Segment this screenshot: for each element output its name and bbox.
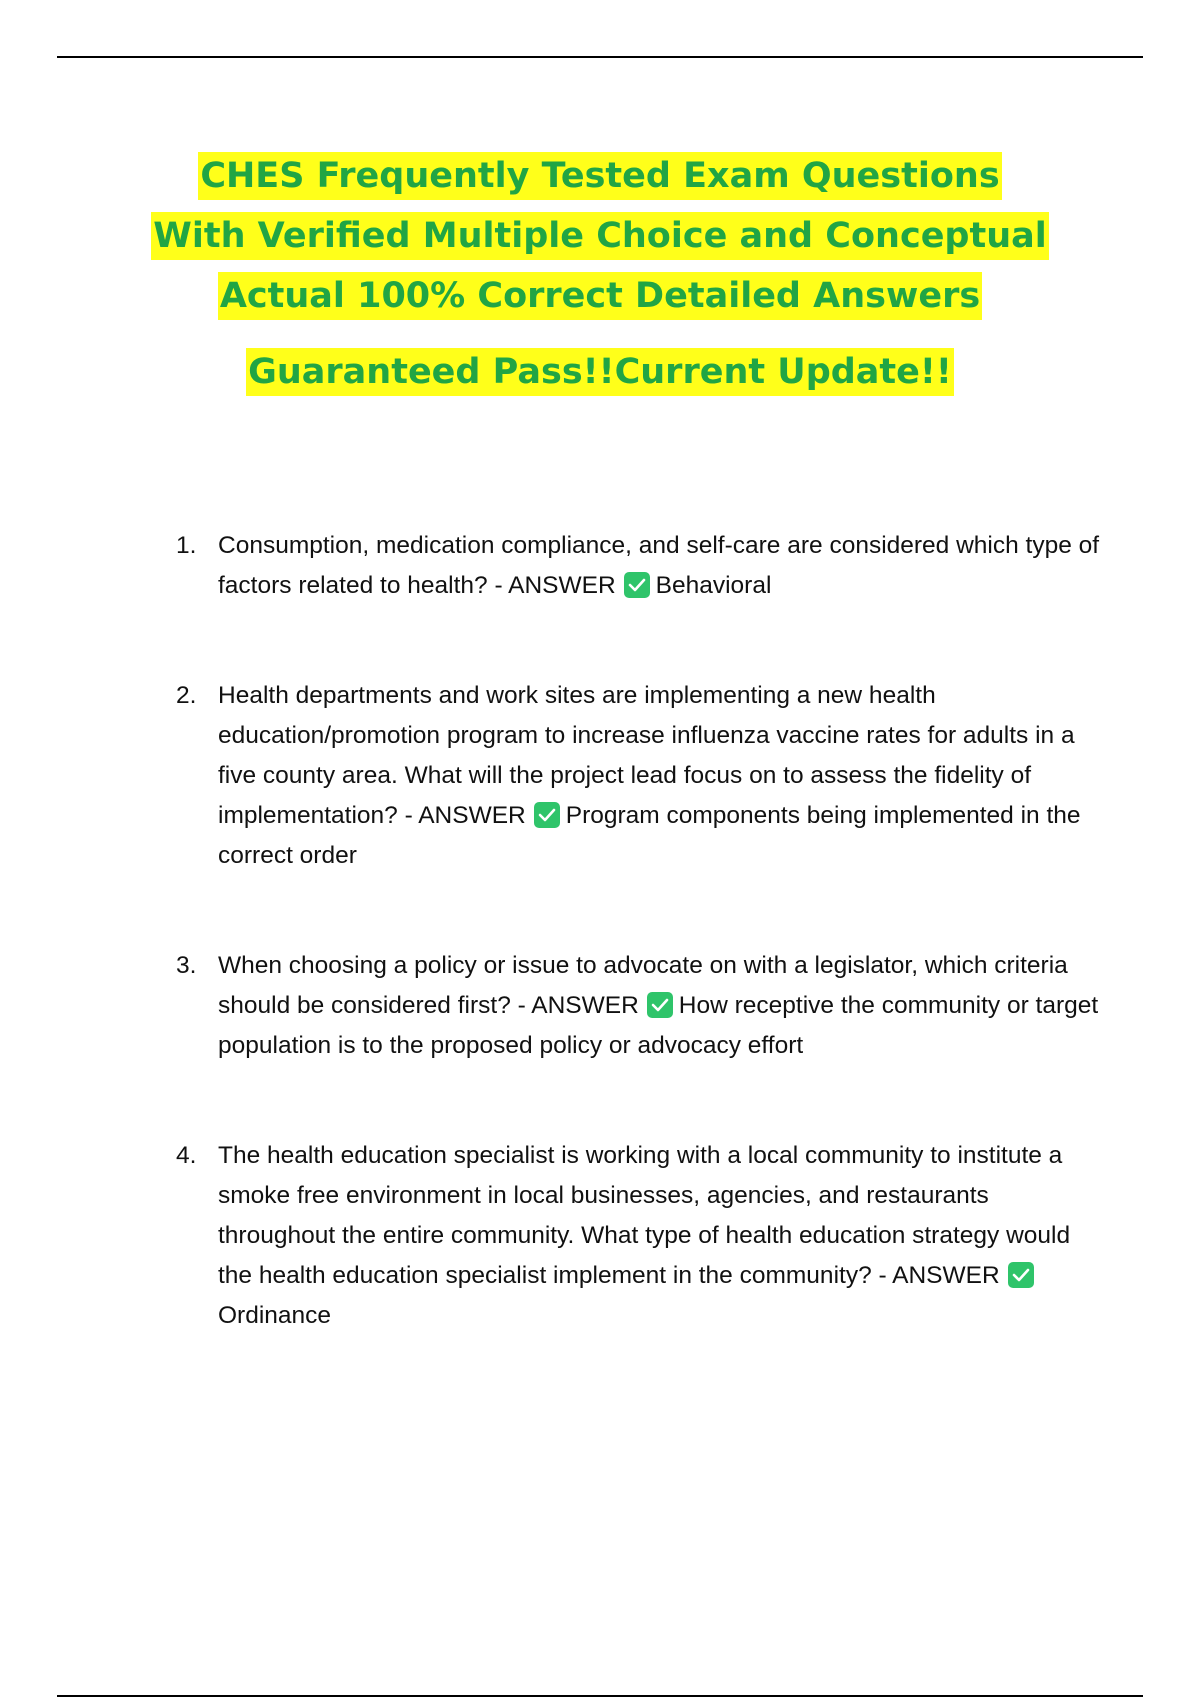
top-rule (57, 56, 1143, 58)
question-list (176, 526, 1106, 1336)
bottom-rule (57, 1695, 1143, 1697)
title-line-2-text: With Verified Multiple Choice and Conceptual (151, 212, 1049, 260)
question-item-2 (176, 676, 1106, 876)
title-line-1-text: CHES Frequently Tested Exam Questions (198, 152, 1001, 200)
answer-text: Program components being implemented in the correct order (218, 802, 1081, 869)
answer-text: Behavioral (655, 572, 772, 599)
title-line-3-text: Actual 100% Correct Detailed Answers (218, 272, 982, 320)
title-line-4 (100, 342, 1100, 402)
question-item-3 (176, 946, 1106, 1066)
title-line-4-text: Guaranteed Pass!!Current Update!! (246, 348, 954, 396)
title-line-2 (100, 206, 1100, 266)
question-number: 2. (176, 682, 197, 709)
answer-separator: - ANSWER (878, 1262, 1000, 1289)
check-mark-icon (534, 802, 560, 828)
title-line-3 (100, 266, 1100, 326)
question-text: Health departments and work sites are implementing a new health education/promotion program to increase influenza vaccine rates for adults in a five county area. What will the project lead focus on to assess the fidelity of implementation? (218, 682, 1075, 829)
answer-separator: - ANSWER (517, 992, 639, 1019)
check-mark-icon (1008, 1262, 1034, 1288)
answer-separator: - ANSWER (404, 802, 526, 829)
question-number: 3. (176, 952, 197, 979)
question-text: The health education specialist is working with a local community to institute a smoke free environment in local businesses, agencies, and restaurants throughout the entire community. What type of health education strategy would the health education specialist implement in the community? (218, 1142, 1071, 1289)
question-text: When choosing a policy or issue to advocate on with a legislator, which criteria should be considered first? (218, 952, 1068, 1019)
question-item-4 (176, 1136, 1106, 1336)
document-title (100, 146, 1100, 402)
answer-text: Ordinance (218, 1302, 332, 1329)
check-mark-icon (647, 992, 673, 1018)
question-item-1 (176, 526, 1106, 606)
answer-text: How receptive the community or target population is to the proposed policy or advocacy effort (218, 992, 1099, 1059)
question-number: 4. (176, 1142, 197, 1169)
check-mark-icon (624, 572, 650, 598)
question-text: Consumption, medication compliance, and self-care are considered which type of factors related to health? (218, 532, 1100, 599)
question-number: 1. (176, 532, 197, 559)
answer-separator: - ANSWER (494, 572, 616, 599)
title-line-1 (100, 146, 1100, 206)
